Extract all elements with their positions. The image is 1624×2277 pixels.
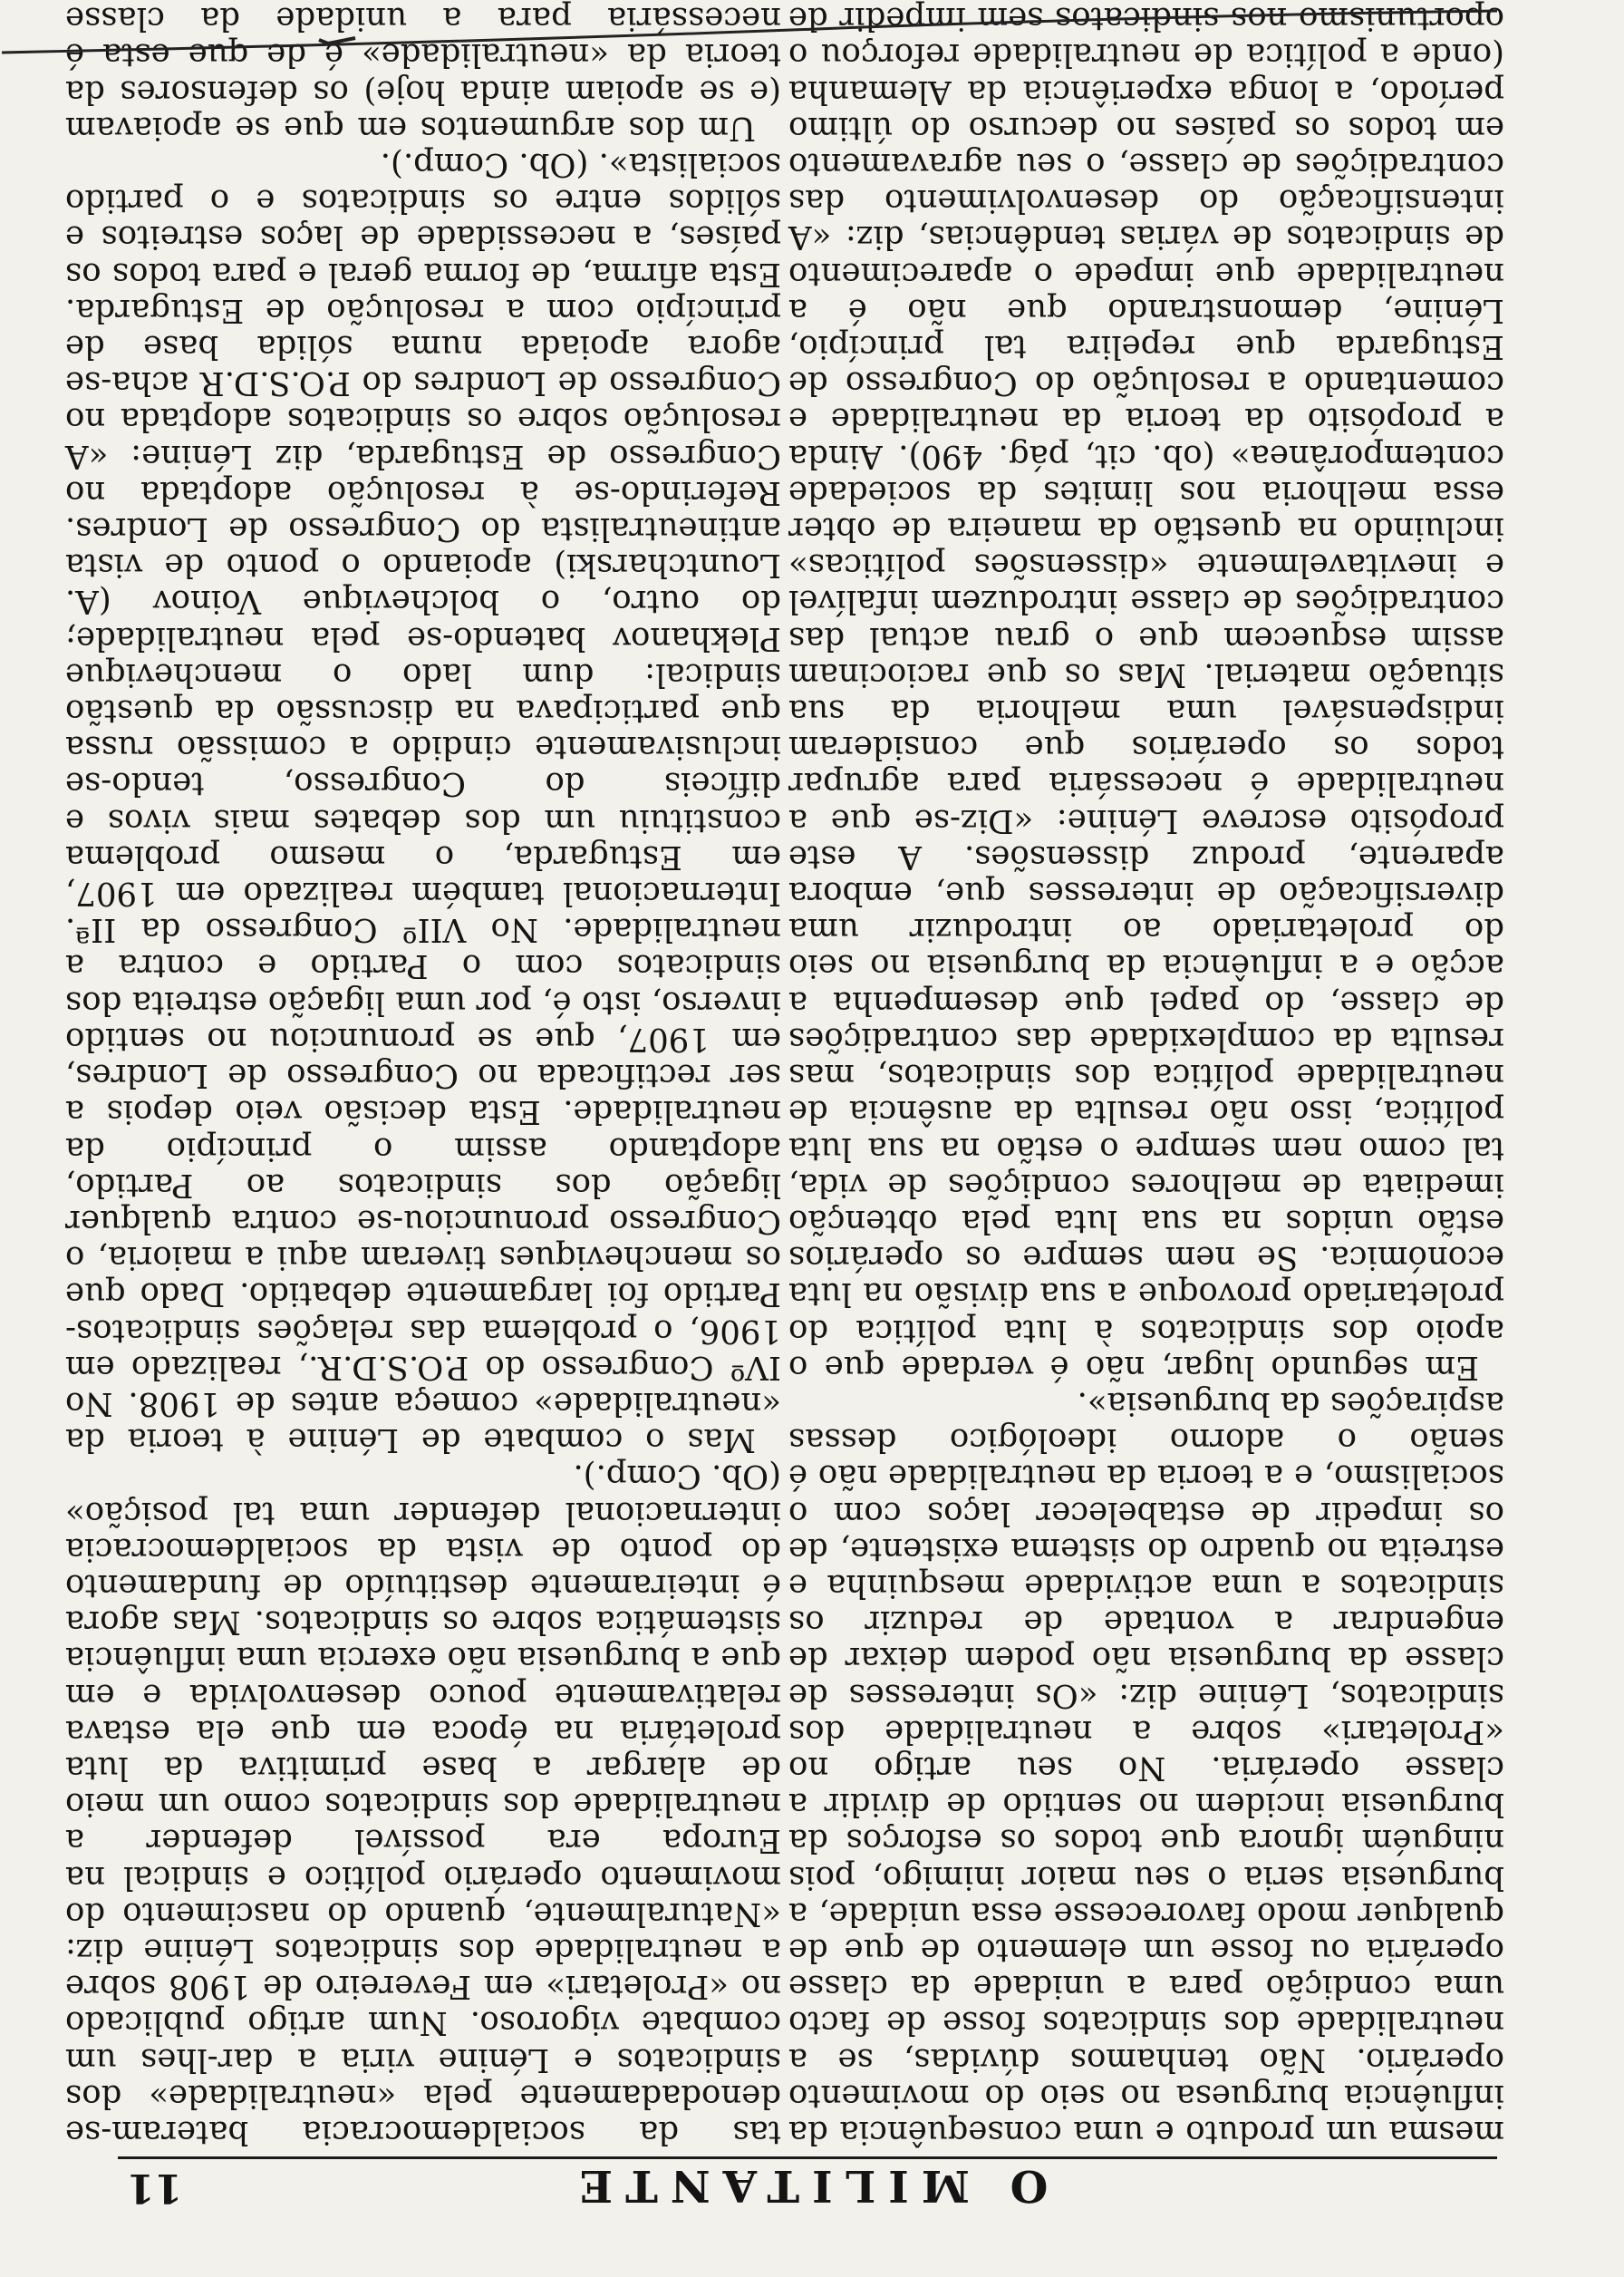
- column-second: [788, 0, 1504, 2151]
- header-rule: [118, 2156, 1497, 2159]
- page-header: [118, 2155, 1497, 2227]
- paragraph: Em segundo lugar, não é verdade que o apoio dos sindicatos à luta política do proletariado provoque a sua divisão na luta económica. Se nem sempre os operários estão unidos na sua luta pela obtenção imediata de melhores condições de vida, tal como nem sempre o estão na sua luta política, isso não resulta da ausência de neutralidade política dos sindicatos, mas resulta da complexidade das contradições de classe, do papel que desempenha a acção e a influência da burguesia no seio do proletariado ao introduzir uma diversificação de interesses que, embora aparente, produz dissensões. A este propósito escreve Lénine: «Diz-se que a neutralidade é necessária para agrupar todos os operários que consideram indispensável uma melhoria da sua situação material. Mas os que raciocinam assim esquecem que o grau actual das contradições de classe introduzem infalível e inevitavelmente «dissensões políticas» incluindo na questão da maneira de obter essa melhoria nos limites da sociedade contemporânea» (ob. cit, pág. 490). Ainda a propósito da teoria da neutralidade e comentando a resolução do Congresso de Estugarda que repelira tal princípio, Lénine, demonstrando que não é a neutralidade que impede o aparecimento de sindicatos de várias tendências, diz: «A intensificação do desenvolvimento das contradições de classe, o seu agravamento em todos os países no decurso do último período, a longa experiência da Alemanha (onde a política de neutralidade reforçou o oportunismo nos sindicatos sem impedir de: [788, 0, 1504, 1386]
- journal-title: O MILITANTE: [566, 2160, 1049, 2211]
- paragraph: mesma um produto e uma consequência da influência burguesa no seio do movimento operário. Não tenhamos dúvidas, se a neutralidade dos sindicatos fosse de facto uma condição para a unidade da classe operária ou fosse um elemento de que de qualquer modo favorecesse essa unidade, a burguesia seria o seu maior inimigo, pois ninguém ignora que todos os esforços da burguesia incidem no sentido de dividir a classe operária. No seu artigo no «Proletari» sobre a neutralidade dos sindicatos, Lénine diz: «Os interesses de classe da burguesia não podem deixar de engendrar a vontade de reduzir os sindicatos a uma actividade mesquinha e estreita no quadro do sistema existente, de os impedir de estabelecer laços com o socialismo, e a teoria da neutralidade não é senão o adorno ideológico dessas aspirações da burguesia».: [788, 1384, 1504, 2151]
- paragraph: tas da socialdemocracia bateram-se denodadamente pela «neutralidade» dos sindicatos e Lénine viria a dar-lhes um combate vigoroso. Num artigo publicado no «Proletari» em Fevereiro de 1908 sobre a neutralidade dos sindicatos Lénine diz: «Naturalmente, quando do nascimento do movimento operário político e sindical na Europa era possível defender a neutralidade dos sindicatos como um meio de alargar a base primitiva da luta proletária na época em que ela estava relativamente pouco desenvolvida e em que a burguesia não exercia uma influência sistemática sobre os sindicatos. Mas agora é inteiramente destituído de fundamento do ponto de vista da socialdemocracia internacional defender uma tal posição» (Ob. Comp.).: [65, 1458, 781, 2151]
- paragraph: Um dos argumentos em que se apoiavam (e se apoiam ainda hoje) os defensores da teoria da «neutralidade» é de que esta é necessária para a unidade da classe: [65, 0, 781, 147]
- scan-edge-mark: [2, 9, 1497, 54]
- page-number: 11: [127, 2165, 183, 2211]
- paragraph: Mas o combate de Lénine à teoria da «neutralidade» começa antes de 1908. No IVº Congresso do P.O.S.D.R., realizado em 1906, o problema das relações sindicatos-Partido foi largamente debatido. Dado que os mencheviques tiveram aqui a maioria, o Congresso pronunciou-se contra qualquer ligação dos sindicatos ao Partido, adoptando assim o princípio da neutralidade. Esta decisão veio depois a ser rectificada no Congresso de Londres, em 1907, que se pronunciou no sentido inverso, isto é, por uma ligação estreita dos sindicatos com o Partido e contra a neutralidade. No VIIº Congresso da IIª. Internacional também realizado em 1907, em Estugarda, o mesmo problema constituiu um dos debates mais vivos e difíceis do Congresso, tendo-se inclusivamente cindido a comissão russa que participava na discussão da questão sindical: dum lado o menchevique Plekhanov batendo-se pela neutralidade; do outro, o bolchevique Voinov (A. Lountcharski) apoiando o ponto de vista antineutralista do Congresso de Londres. Referindo-se à resolução adoptada no Congresso de Estugarda, diz Lénine: «A resolução sobre os sindicatos adoptada no Congresso de Londres do P.O.S.D.R acha-se agora apoiada numa sólida base de princípio com a resolução de Estugarda. Esta afirma, de forma geral e para todos os países, a necessidade de laços estreitos e sólidos entre os sindicatos e o partido socialista». (Ob. Comp.).: [65, 146, 781, 1459]
- column-first: [65, 0, 781, 2151]
